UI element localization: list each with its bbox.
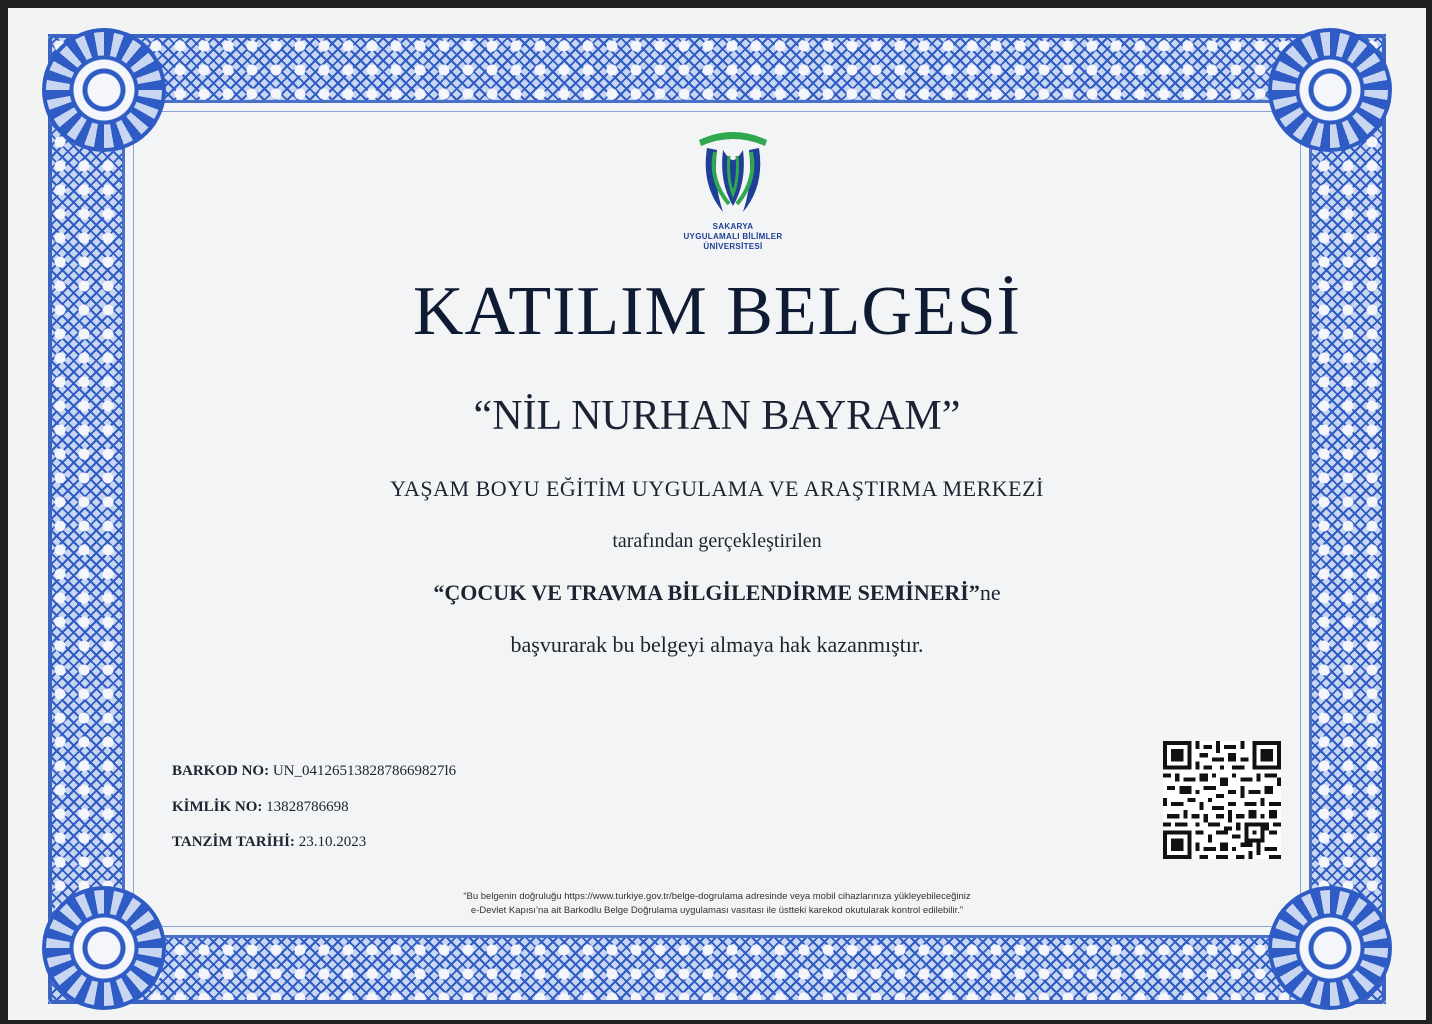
- qr-code-icon[interactable]: [1163, 741, 1281, 859]
- organized-by-text: tarafından gerçekleştirilen: [612, 530, 822, 552]
- certificate-title: KATILIM BELGESİ: [413, 273, 1021, 350]
- recipient-name: “NİL NURHAN BAYRAM”: [473, 393, 961, 439]
- border-bottom-band: [48, 938, 1386, 1004]
- corner-ornament-top-right: [1268, 28, 1392, 152]
- border-top-band: [48, 34, 1386, 100]
- verification-footnote: [8, 890, 1426, 918]
- footnote-line1: “Bu belgenin doğruluğu https://www.turkiye.gov.tr/belge-dogrulama adresinde veya mobil cihazlarınıza yükleyebileceğiniz: [463, 891, 971, 902]
- date-label: TANZİM TARİHİ:: [172, 834, 295, 850]
- date-row: [172, 834, 366, 851]
- event-name: “ÇOCUK VE TRAVMA BİLGİLENDİRME SEMİNERİ”: [433, 580, 980, 605]
- event-suffix: ne: [979, 580, 1001, 605]
- logo-text-line2: UYGULAMALI BİLİMLER: [683, 232, 783, 241]
- id-label: KİMLİK NO:: [172, 799, 263, 815]
- certificate-page: [8, 8, 1426, 1020]
- barcode-label: BARKOD NO:: [172, 763, 270, 779]
- event-line: [8, 580, 1426, 606]
- university-logo: [658, 126, 808, 252]
- logo-text-line1: SAKARYA: [712, 222, 754, 231]
- id-value: 13828786698: [266, 799, 349, 815]
- border-left-band: [48, 34, 122, 1004]
- barcode-row: [172, 763, 456, 780]
- border-right-band: [1312, 34, 1386, 1004]
- barcode-value: UN_0412651382878669827l6: [272, 763, 457, 779]
- closing-text: başvurarak bu belgeyi almaya hak kazanmıştır.: [510, 632, 924, 657]
- footnote-line2: e-Devlet Kapısı’na ait Barkodlu Belge Doğrulama uygulaması vasıtası ile üstteki karekod okutularak kontrol edilebilir.”: [470, 905, 964, 916]
- id-row: [172, 799, 349, 816]
- tulip-logo-icon: [693, 126, 773, 222]
- logo-text-line3: ÜNİVERSİTESİ: [703, 242, 763, 251]
- date-value: 23.10.2023: [298, 834, 367, 850]
- organizer-name: YAŞAM BOYU EĞİTİM UYGULAMA VE ARAŞTIRMA MERKEZİ: [390, 476, 1044, 501]
- corner-ornament-top-left: [42, 28, 166, 152]
